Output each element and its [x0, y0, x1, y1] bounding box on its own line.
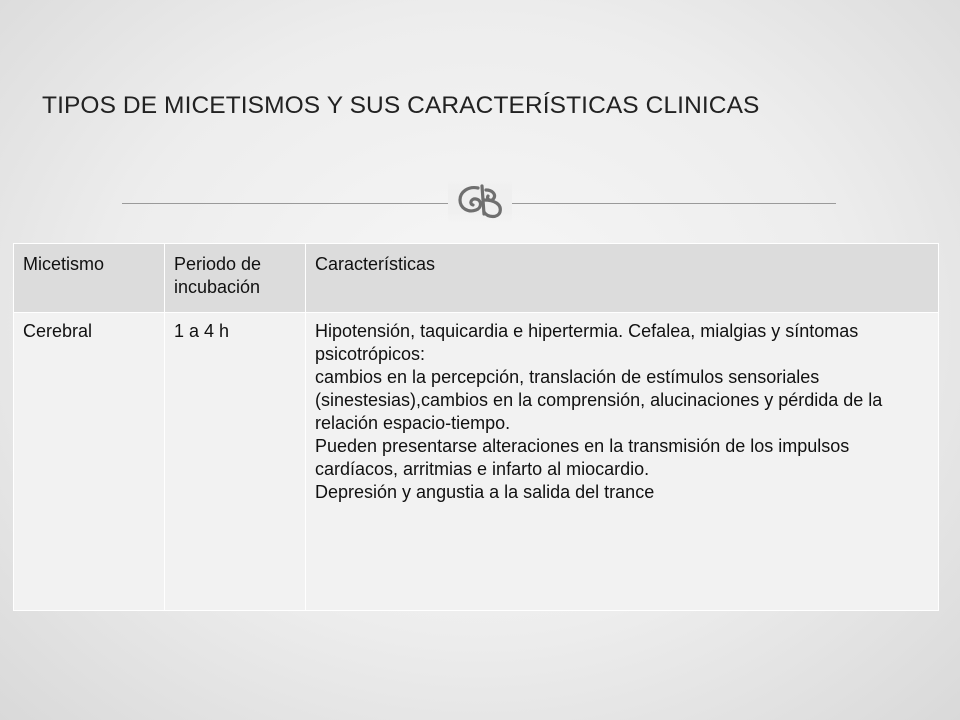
caracteristicas-line: Pueden presentarse alteraciones en la transmisión de los impulsos cardíacos, arritmias e infarto al miocardio.	[315, 436, 850, 479]
table-header-row	[14, 244, 939, 313]
header-micetismo: Micetismo	[14, 244, 165, 313]
table-row	[14, 313, 939, 611]
micetismos-table	[13, 243, 939, 611]
caracteristicas-line: Depresión y angustia a la salida del trance	[315, 482, 655, 502]
fleuron-swirl-icon	[448, 178, 512, 222]
caracteristicas-line: cambios en la percepción, translación de estímulos sensoriales (sinestesias),cambios en la comprensión, alucinaciones y pérdida de la relación espacio-tiempo.	[315, 367, 883, 433]
slide-title: TIPOS DE MICETISMOS Y SUS CARACTERÍSTICAS CLINICAS	[42, 92, 760, 119]
cell-micetismo: Cerebral	[14, 313, 165, 611]
cell-periodo: 1 a 4 h	[165, 313, 306, 611]
header-caracteristicas: Características	[306, 244, 939, 313]
ornament	[448, 178, 512, 222]
header-periodo: Periodo de incubación	[165, 244, 306, 313]
caracteristicas-line: Hipotensión, taquicardia e hipertermia. Cefalea, mialgias y síntomas psicotrópicos:	[315, 321, 859, 364]
cell-caracteristicas	[306, 313, 939, 611]
